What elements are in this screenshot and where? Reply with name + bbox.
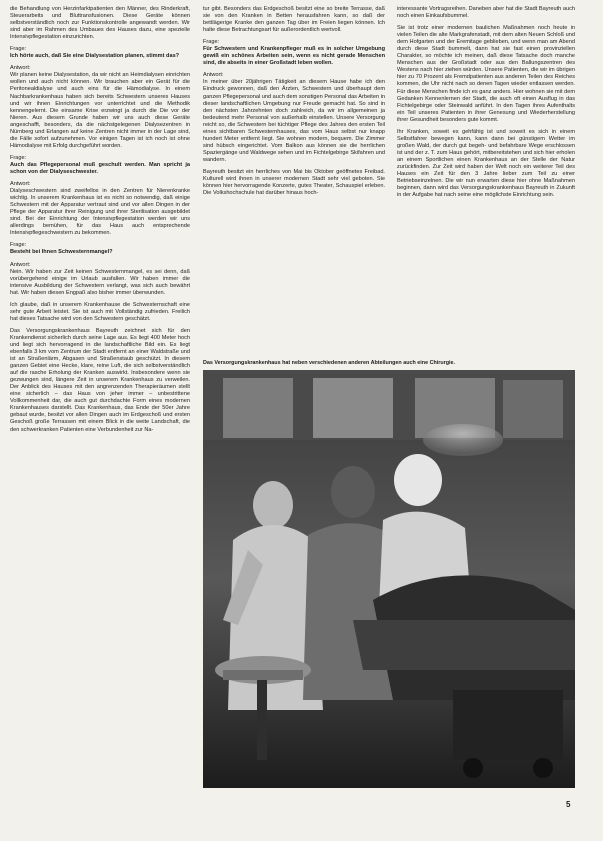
- paragraph: Bayreuth besitzt ein herrliches von Mai bis Oktober geöffnetes Freibad. Kulturell wird ihnen in unserer modernen Stadt sehr viel geboten. Sie können hier hervorragende Konzerte, gutes Theater, Schauspiel erleben. Die Volkshochschule hat darüber hinaus hoch-: [203, 168, 385, 197]
- answer-label: Antwort:: [10, 261, 31, 268]
- paragraph: Ich glaube, daß in unserem Krankenhause die Schwesternschaft eine sehr gute Arbeit leistet. Sie ist auch mit Vollständig zufrieden. Freilich hat dieses Tatsache wird von den Schwestern geschätzt.: [10, 301, 190, 322]
- question-label: Frage:: [203, 39, 220, 46]
- paragraph: Sie ist trotz einer modernen baulichen Maßnahmen noch heute in vielen Teilen die alte Markgrafenstadt, mit dem alten Neuen Schloß und dem Hofgarten und der Eremitage geblieben, und wenn man am Abend durch diese Stadt bummelt, dann hat sie fast einen provinziellen Charakter, so möchte ich meinen, daß diese Tatsache doch manche Menschen aus der Großstadt oder aus den Ballungszentren des Westens nach hier ziehen würden. Unsere Patienten, die wir im übrigen hier zu 70 Prozent als Fremdpatienten aus anderen Teilen des Reiches kommen, die Uhr nicht nach so denen Tagen wieder entlassen werden. Für diese Menschen finde ich es ganz anders. Hier wohnen sie mit dem Gedanken Kennenlernen der Stadt, die auch oft einen Ausflug in das Fichtelgebirge oder Steinwald anführt. In den Tagen ihres Aufenthalts ein Teil unseres Patienten in ihrer Genesung und Wiederherstellung ihrer Gesundheit besonders gute kommt.: [397, 25, 575, 123]
- photo-caption: Das Versorgungskrankenhaus hat neben verschiedenen anderen Abteilungen auch eine Chirurgie.: [203, 360, 456, 366]
- paragraph: Das Versorgungskrankenhaus Bayreuth zeichnet sich für den Krankendienst sicherlich durch seine Lage aus. Es liegt 400 Meter hoch und liegt sich hervorragend in die landschaftliche Bild ein. Es liegt ebenfalls 3 km vom Zentrum der Stadt entfernt an einer Waldstraße und ist an Straßenlärm, Abgasen und Straßenstaub geschützt. In diesem ganzen Gebiet eine Hecke, klare, reine Luft, die sich selbstverständlich auf die rasche Erholung der Kranken auswirkt. Insbesondere wenn sie gezwungen sind, längere Zeit in unserem Krankenhaus zu verweilen. Der Anblick des Hauses mit den angrenzenden Therapieräumen stellt eine sicherlich – das Haus von jeher immer – unbestrittene Vollkommenheit dar, die auch gut durchdachte Form eines modernen Krankenhauses darstellt. Das Krankenhaus, das Ende der 50er Jahre gebaut wurde, besitzt vor allen Dingen auch im Erdgeschoß und ersten Geschoß große Terrassen mit einem Blick in die weite Landschaft, die den schwerkranken Patienten eine Verbundenheit zur Na-: [10, 327, 190, 433]
- question-text: Besteht bei Ihnen Schwesternmangel?: [10, 249, 113, 256]
- page-number: 5: [566, 800, 571, 809]
- answer-text: Nein. Wir haben zur Zeit keinen Schwesternmangel, es sei denn, daß vorübergehend einige im Urlaub ausfallen. Wir haben immer die intensive Ausbildung der Schwestern verlangt, was sich auch bewährt hat. Wir haben diesen Engpaß also bisher immer überwunden.: [10, 268, 190, 296]
- question-label: Frage:: [10, 242, 27, 249]
- answer-label: Antwort:: [203, 72, 224, 79]
- column-3: [397, 6, 575, 204]
- column-2: [203, 6, 385, 202]
- answer-label: Antwort:: [10, 65, 31, 72]
- paragraph: Ihr Kranken, soweit es gehfähig ist und soweit es sich in einem Selbstfahrer bewegen kann, kann dann bei günstigem Wetter im großen Wald, der durch gut begeh- und befahrbare Wege erschlossen ist und der z. T. zum Haus gehört, mitbereitstehen und sich hier erholen an einem Sportlichen einen Krankenhaus an der Stelle der Natur zurückfinden. Zur Zeit wird haben der Welt noch ein weiterer Teil des Hauses ein Zeit für den 3 Jahre lieber zum Teil zu einer Betriebseinzelnen. Die wir nun erwarten diese hier ohne Maßnahmen beginnen, dann wird das Versorgungskrankenhaus Bayreuth in Zukunft in der Aufgabe hat nach seine eine möglichste Einrichtung sein.: [397, 128, 575, 199]
- surgical-team-illustration: [203, 370, 575, 788]
- paragraph: interessante Vortragsreihen. Daneben aber hat die Stadt Bayreuth auch noch einen Einkaufsbummel.: [397, 6, 575, 20]
- question-label: Frage:: [10, 46, 27, 53]
- answer-text: Wir planen keine Dialysestation, da wir nicht an Heimdialysen einrichten wollen und auch nicht können. Wir brauchen aber ein Gerät für die Peritonealdialyse und auch eins für die Hämodialyse. In einem Nachbarkrankenhaus haben sich bereits Schwestern unseres Hauses und wir ihnen Einrichtungen vor unterrichtet und die Methodik kennengelernt. Die einsame Krise erzwingt ja durch die Die vor der Nieren. Aus diesem Grunde haben wir uns auch diese Geräte angeschafft, besonders, da die nächstgelegenen Dialysezentren in Nürnberg und Erlangen auf keine Zentren nicht immer in der Lage sind, die Fälle sofort aufzunehmen. Vor einigen Tagen ist ich noch ist ohne Hämodialyse mit Erfolg durchgeführt worden.: [10, 72, 190, 149]
- question-text: Auch das Pflegepersonal muß geschult werden. Man spricht ja schon von der Dialyseschwester.: [10, 161, 190, 175]
- question-label: Frage:: [10, 154, 27, 161]
- paragraph: tur gibt. Besonders das Erdgeschoß besitzt eine so breite Terrasse, daß sie von den Kranken in Betten herausfahren kann, so daß der bettlägerige Kranke den ganzen Tag über im Freien liegen können. Ich halte diese Betrachtungsart für außerordentlich wertvoll.: [203, 6, 385, 34]
- answer-text: Dialyseschwestern sind zweifellos in den Zentren für Nierenkranke wichtig. In unserem Krankenhaus ist es nicht so notwendig, daß einige Schwestern mit der Apparatur vertraut sind und vor allen Dingen in der Pflege der Apparatur ihrer Reinigung und ihrer Sterilisation ausgebildet sind. Bei der Einrichtung der Intensivpflegestation werden wir uns allerdings bemühen, für das Haus auch entsprechende Intensivpflegeschwestern zu bekommen.: [10, 188, 190, 237]
- column-1: [10, 6, 190, 439]
- paragraph: die Behandlung von Herzinfarktpatienten den Männer, des Rinderkraft, Steuerarbeits und Bluttransfusionen. Diese Geräte können selbstverständlich noch zur Funktionskontrolle angewandt werden. Wir sind aber im Rahmen des Umbaues des Hauses dazu, eine spezielle Intensivpflegestation einzurichten.: [10, 6, 190, 41]
- question-text: Für Schwestern und Krankenpfleger muß es in solcher Umgebung gewiß ein schönes Arbeiten sein, wenn es nicht gerade Menschen sind, die abseits in einer Großstadt leben wollen.: [203, 46, 385, 67]
- answer-label: Antwort:: [10, 181, 31, 188]
- question-text: Ich hörte auch, daß Sie eine Dialysestation planen, stimmt das?: [10, 53, 180, 60]
- answer-text: In meiner über 20jährigen Tätigkeit an diesem Hause habe ich den Eindruck gewonnen, daß den Ärzten, Schwestern und überhaupt dem ganzen Pflegepersonal und auch dem sonstigen Personal das Arbeiten in dieser landschaftlichen Umgebung nur Freude gemacht hat. So sind in den nächsten Jahrzehnten doch zahlreich, da wir im allgemeinen ja bedeutend mehr Personal von außerhalb einstellen. Unsere Versorgung reicht so, die Schwestern bei tüchtiger Pflege des Jahres den ersten Teil eines sichtbaren Schwesternhauses, das vom Haus selbst nur knapp hundert Meter entfernt liegt. Sie wohnen modern, bequem. Die Zimmer sind hübsch eingerichtet. Vom Balkon aus können sie die herrlichen Spaziergänge und Waldwege sehen und im Fichtelgebirge Skifahren und wandern.: [203, 79, 385, 163]
- surgery-photo: [203, 370, 575, 788]
